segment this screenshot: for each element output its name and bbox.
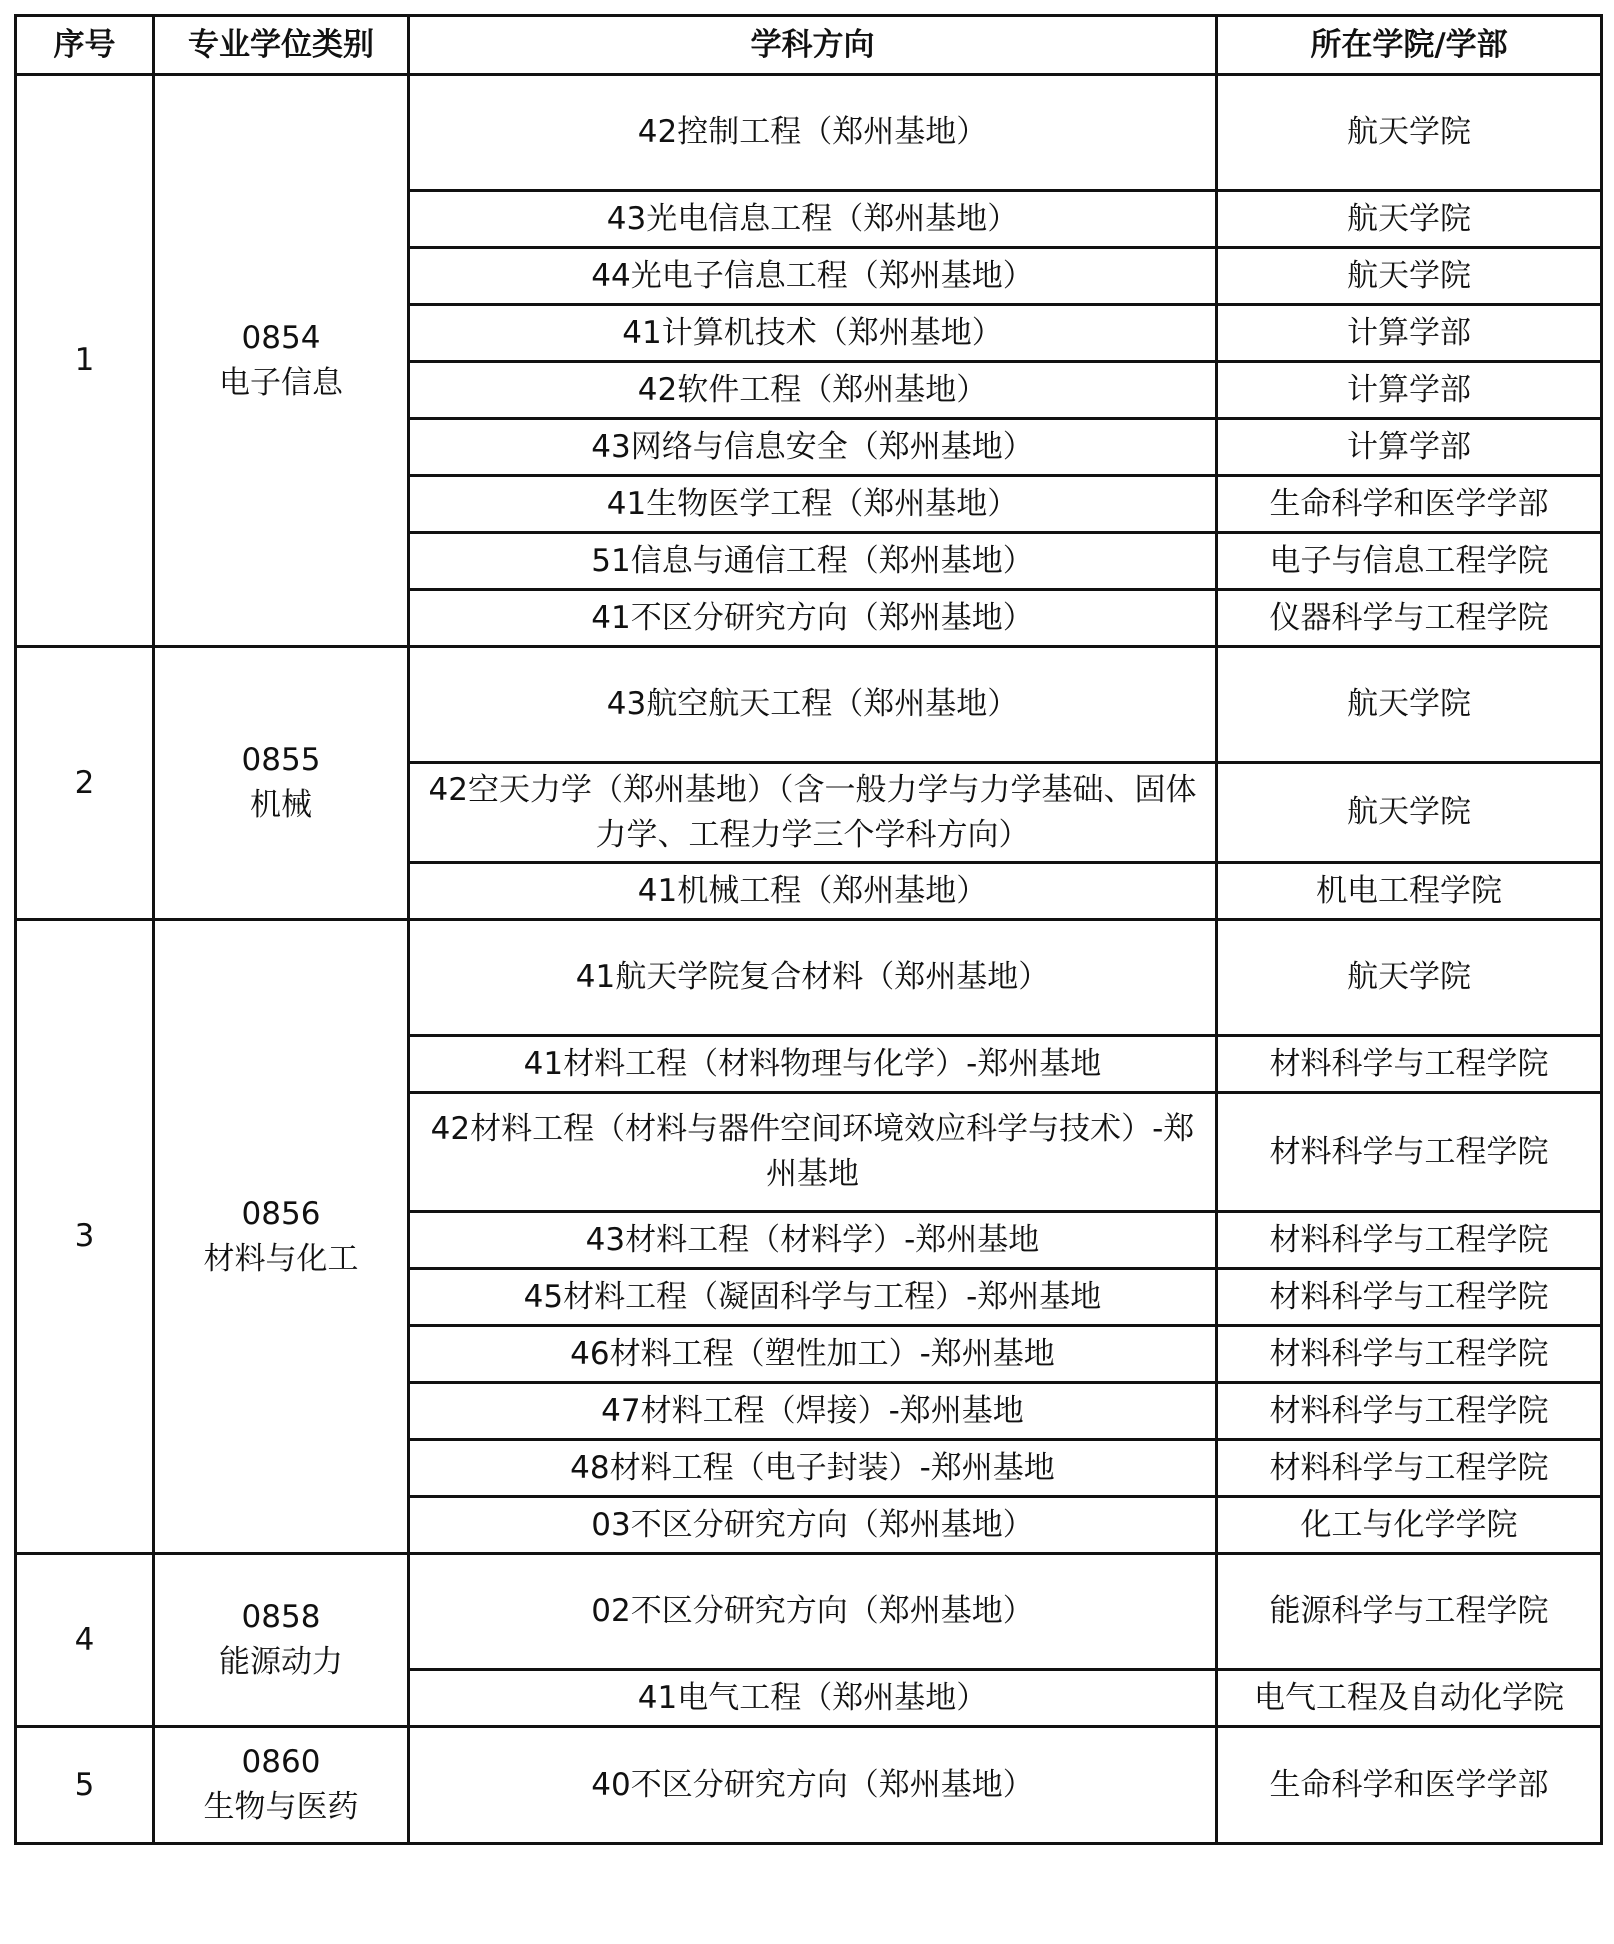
direction-cell: 46材料工程（塑性加工）-郑州基地 [409,1326,1217,1383]
direction-cell: 02不区分研究方向（郑州基地） [409,1554,1217,1670]
school-cell: 材料科学与工程学院 [1217,1093,1602,1212]
school-cell: 生命科学和医学学部 [1217,1727,1602,1844]
direction-cell: 40不区分研究方向（郑州基地） [409,1727,1217,1844]
direction-cell: 42软件工程（郑州基地） [409,362,1217,419]
school-cell: 计算学部 [1217,305,1602,362]
school-cell: 航天学院 [1217,763,1602,863]
direction-cell: 41计算机技术（郑州基地） [409,305,1217,362]
school-cell: 航天学院 [1217,647,1602,763]
header-index: 序号 [16,16,154,75]
direction-cell: 51信息与通信工程（郑州基地） [409,533,1217,590]
school-cell: 材料科学与工程学院 [1217,1383,1602,1440]
school-cell: 仪器科学与工程学院 [1217,590,1602,647]
school-cell: 航天学院 [1217,920,1602,1036]
direction-cell: 41材料工程（材料物理与化学）-郑州基地 [409,1036,1217,1093]
category-name: 机械 [250,787,312,823]
direction-cell: 41不区分研究方向（郑州基地） [409,590,1217,647]
category-code: 0858 [241,1599,321,1635]
category-cell [154,1554,409,1727]
direction-cell: 42控制工程（郑州基地） [409,75,1217,191]
category-code: 0856 [241,1195,321,1232]
category-cell [154,647,409,920]
table-row [16,647,1602,763]
direction-cell: 43材料工程（材料学）-郑州基地 [409,1212,1217,1269]
direction-cell: 42空天力学（郑州基地）（含一般力学与力学基础、固体力学、工程力学三个学科方向） [409,763,1217,863]
school-cell: 生命科学和医学学部 [1217,476,1602,533]
direction-cell: 41生物医学工程（郑州基地） [409,476,1217,533]
direction-cell: 45材料工程（凝固科学与工程）-郑州基地 [409,1269,1217,1326]
category-cell [154,1727,409,1844]
school-cell: 电气工程及自动化学院 [1217,1670,1602,1727]
table-row [16,75,1602,191]
category-name: 电子信息 [219,364,343,401]
table-row [16,1554,1602,1670]
school-cell: 电子与信息工程学院 [1217,533,1602,590]
group-index-cell: 1 [16,75,154,647]
school-cell: 计算学部 [1217,362,1602,419]
direction-cell: 03不区分研究方向（郑州基地） [409,1497,1217,1554]
direction-cell: 43网络与信息安全（郑州基地） [409,419,1217,476]
table-header-row [16,16,1602,75]
school-cell: 化工与化学学院 [1217,1497,1602,1554]
group-index-cell: 2 [16,647,154,920]
direction-cell: 42材料工程（材料与器件空间环境效应科学与技术）-郑州基地 [409,1093,1217,1212]
header-direction: 学科方向 [409,16,1217,75]
direction-cell: 44光电子信息工程（郑州基地） [409,248,1217,305]
category-name: 生物与医药 [203,1789,359,1825]
direction-cell: 41航天学院复合材料（郑州基地） [409,920,1217,1036]
direction-cell: 47材料工程（焊接）-郑州基地 [409,1383,1217,1440]
school-cell: 航天学院 [1217,75,1602,191]
direction-cell: 41电气工程（郑州基地） [409,1670,1217,1727]
category-cell [154,920,409,1554]
category-code: 0855 [241,742,321,778]
school-cell: 航天学院 [1217,191,1602,248]
table-row [16,1727,1602,1844]
header-category: 专业学位类别 [154,16,409,75]
category-code: 0854 [241,319,321,356]
school-cell: 机电工程学院 [1217,863,1602,920]
school-cell: 材料科学与工程学院 [1217,1326,1602,1383]
category-code: 0860 [241,1744,321,1780]
school-cell: 航天学院 [1217,248,1602,305]
header-school: 所在学院/学部 [1217,16,1602,75]
group-index-cell: 3 [16,920,154,1554]
school-cell: 材料科学与工程学院 [1217,1212,1602,1269]
direction-cell: 43光电信息工程（郑州基地） [409,191,1217,248]
document-page [14,14,1600,1930]
direction-cell: 41机械工程（郑州基地） [409,863,1217,920]
group-index-cell: 4 [16,1554,154,1727]
school-cell: 能源科学与工程学院 [1217,1554,1602,1670]
category-name: 能源动力 [219,1644,343,1680]
direction-cell: 48材料工程（电子封装）-郑州基地 [409,1440,1217,1497]
table-row [16,920,1602,1036]
school-cell: 材料科学与工程学院 [1217,1036,1602,1093]
school-cell: 材料科学与工程学院 [1217,1440,1602,1497]
school-cell: 材料科学与工程学院 [1217,1269,1602,1326]
category-name: 材料与化工 [203,1240,359,1277]
direction-cell: 43航空航天工程（郑州基地） [409,647,1217,763]
program-table [14,14,1603,1845]
group-index-cell: 5 [16,1727,154,1844]
category-cell [154,75,409,647]
school-cell: 计算学部 [1217,419,1602,476]
